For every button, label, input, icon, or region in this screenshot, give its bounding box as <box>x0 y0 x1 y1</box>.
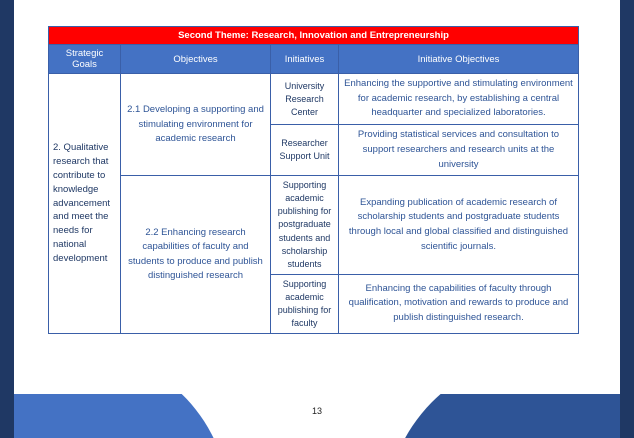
header-initiatives: Initiatives <box>271 45 339 74</box>
strategic-goal-cell: 2. Qualitative research that contribute to knowledge advancement and meet the needs for national development <box>49 74 121 334</box>
initiative-cell-2: Researcher Support Unit <box>271 125 339 176</box>
theme-banner: Second Theme: Research, Innovation and Entrepreneurship <box>49 27 579 45</box>
footer-decoration <box>0 394 634 438</box>
initiative-objective-cell-1: Enhancing the supportive and stimulating environment for academic research, by establishing a central headquarter and specialized laboratories. <box>339 74 579 125</box>
header-initiative-objectives: Initiative Objectives <box>339 45 579 74</box>
header-strategic-goals: Strategic Goals <box>49 45 121 74</box>
left-edge-bar <box>0 0 14 438</box>
initiative-cell-3: Supporting academic publishing for postgraduate students and scholarship students <box>271 176 339 274</box>
right-edge-bar <box>620 0 634 438</box>
initiative-objective-cell-2: Providing statistical services and consultation to support researchers and research units at the university <box>339 125 579 176</box>
objective-cell-2: 2.2 Enhancing research capabilities of faculty and students to produce and publish distinguished research <box>121 176 271 334</box>
table-row <box>49 176 579 274</box>
swoosh-left-shape <box>0 394 229 438</box>
table-row <box>49 74 579 125</box>
initiative-cell-4: Supporting academic publishing for faculty <box>271 274 339 333</box>
page-number: 13 <box>311 406 322 416</box>
theme-table <box>48 26 579 334</box>
header-objectives: Objectives <box>121 45 271 74</box>
strategic-plan-table <box>48 26 578 334</box>
table-header-row <box>49 45 579 74</box>
initiative-objective-cell-3: Expanding publication of academic research of scholarship students and postgraduate students through local and global classified and distinguished scientific journals. <box>339 176 579 274</box>
initiative-cell-1: University Research Center <box>271 74 339 125</box>
table-banner-row <box>49 27 579 45</box>
initiative-objective-cell-4: Enhancing the capabilities of faculty through qualification, motivation and rewards to produce and publish distinguished research. <box>339 274 579 333</box>
swoosh-right-shape <box>385 394 634 438</box>
objective-cell-1: 2.1 Developing a supporting and stimulating environment for academic research <box>121 74 271 176</box>
